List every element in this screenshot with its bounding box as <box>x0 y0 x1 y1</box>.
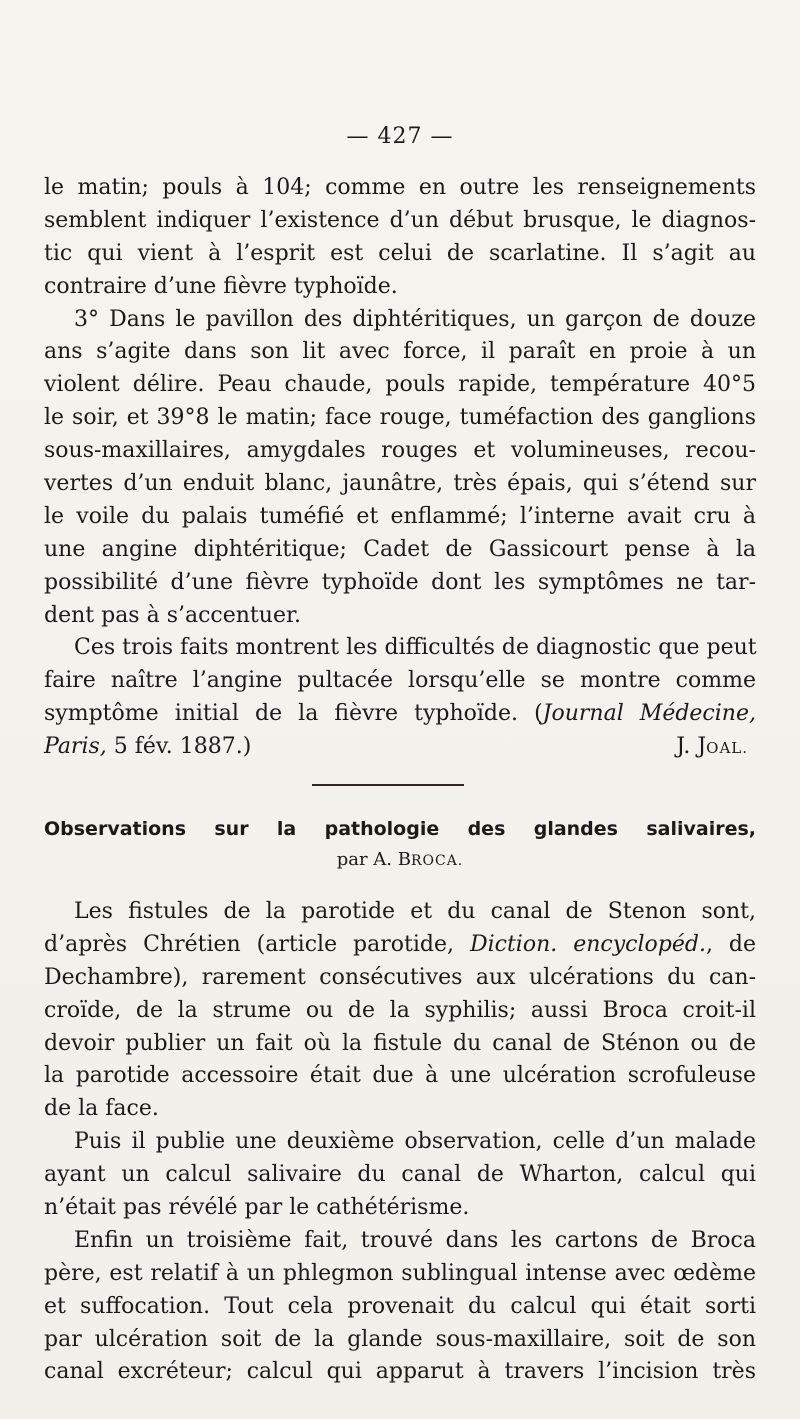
text-line: Puis il publie une deuxième observation, celle d’un malade <box>74 1129 756 1155</box>
text-line: contraire d’une fièvre typhoïde. <box>44 273 398 299</box>
text-line: semblent indiquer l’existence d’un début brusque, le diagnos- <box>44 207 756 233</box>
text-line: canal excréteur; calcul qui apparut à travers l’incision très <box>44 1359 756 1385</box>
text-line: Ces trois faits montrent les difficultés de diagnostic que peut <box>74 635 757 661</box>
text-line: dent pas à s’accentuer. <box>44 602 302 628</box>
journal-city: Paris, <box>44 734 107 760</box>
text-line: vertes d’un enduit blanc, jaunâtre, très épais, qui s’étend sur <box>44 471 756 497</box>
text-line: et suffocation. Tout cela provenait du calcul qui était sorti <box>44 1293 756 1319</box>
citation-signature-line <box>44 731 756 764</box>
text-line: devoir publier un fait où la fistule du canal de Sténon ou de <box>44 1030 756 1056</box>
text-line: le matin; pouls à 104; comme en outre les renseignements <box>44 175 756 200</box>
text-line: ans s’agite dans son lit avec force, il paraît en proie à un <box>44 339 756 365</box>
text-line: n’était pas révélé par le cathétérisme. <box>44 1195 470 1221</box>
text-line-reference: d’après Chrétien (article parotide, Diction. encyclopéd., de <box>44 931 756 957</box>
text-line: la parotide accessoire était due à une ulcération scrofuleuse <box>44 1063 756 1089</box>
citation-text: symptôme initial de la fièvre typhoïde. ( <box>44 701 543 727</box>
author-signature: J. JOAL. <box>676 734 748 760</box>
section-heading: Observations sur la pathologie des glandes salivaires, <box>44 818 756 840</box>
text-line: le soir, et 39°8 le matin; face rouge, tuméfaction des ganglions <box>44 405 756 431</box>
citation-date: 5 fév. 1887.) <box>106 734 252 760</box>
text-line: 3° Dans le pavillon des diphtéritiques, un garçon de douze <box>74 306 756 332</box>
text-block-salivary <box>44 896 756 1389</box>
page-number: — 427 — <box>346 124 454 149</box>
text-line: le voile du palais tuméfié et enflammé; l’interne avait cru à <box>44 503 756 529</box>
text-line: ayant un calcul salivaire du canal de Wharton, calcul qui <box>44 1162 756 1188</box>
text-line: Dechambre), rarement consécutives aux ulcérations du can- <box>44 964 756 990</box>
text-line: possibilité d’une fièvre typhoïde dont les symptômes ne tar- <box>44 569 756 595</box>
text-line: père, est relatif à un phlegmon sublingual intense avec œdème <box>44 1260 756 1286</box>
text-block-typhoid <box>44 172 756 764</box>
text-line: Enfin un troisième fait, trouvé dans les cartons de Broca <box>74 1227 756 1253</box>
text-line: sous-maxillaires, amygdales rouges et volumineuses, recou- <box>44 438 756 464</box>
section-divider <box>312 784 464 786</box>
text-line: de la face. <box>44 1096 159 1122</box>
text-line: une angine diphtéritique; Cadet de Gassicourt pense à la <box>44 536 756 562</box>
text-line: tic qui vient à l’esprit est celui de scarlatine. Il s’agit au <box>44 240 756 266</box>
journal-title: Journal Médecine, <box>542 701 756 727</box>
text-line: faire naître l’angine pultacée lorsqu’elle se montre comme <box>44 668 756 694</box>
text-line: violent délire. Peau chaude, pouls rapide, température 40°5 <box>44 372 756 398</box>
text-line: croïde, de la strume ou de la syphilis; aussi Broca croit-il <box>44 997 756 1023</box>
text-line-citation <box>44 698 756 731</box>
reference-title: Diction. encyclopéd. <box>469 931 706 957</box>
text-line: Les fistules de la parotide et du canal de Stenon sont, <box>74 899 756 924</box>
text-line: par ulcération soit de la glande sous-maxillaire, soit de son <box>44 1326 756 1352</box>
section-byline: par A. BROCA. <box>336 849 464 870</box>
